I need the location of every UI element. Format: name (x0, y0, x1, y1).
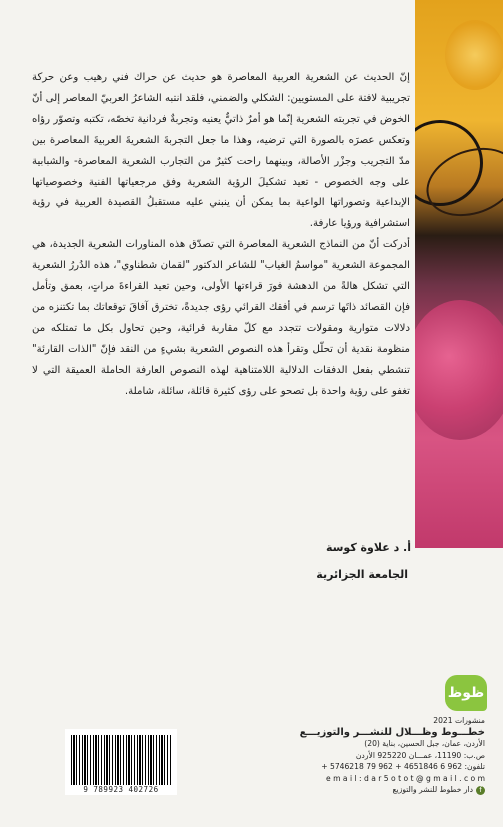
publisher-facebook (185, 784, 485, 796)
back-cover-text (32, 68, 410, 403)
barcode (65, 729, 177, 795)
facebook-icon: f (476, 786, 485, 795)
publisher-info (185, 715, 485, 796)
publisher-name: خطـــوط وظـــلال للنشـــر والتوزيـــع (299, 726, 485, 738)
paragraph: إنّ الحديث عن الشعرية العربية المعاصرة هو حديث عن حراك فني رهيب وعن حركة تجريبية لافتة على المستويين: الشكلي والضمني، فلقد انتبه الشاعرُ العربيّ المعاصر إلى أنّ الخوض في تجربته الشعرية إنّما هو أمرٌ ذاتيٌّ يعنيه وتجربةٌ فردانية تخصّه، تكتبه وتصوّر رؤاه وتعكس عصرَه بالصورة التي ترضيه، وهذا ما جعل التجربةَ الشعريةَ العربيةَ المعاصرة بين مدّ التجريب وجزْر الأصالة، وبينهما راحت كثيرٌ من التجارب الشعرية المعاصرة- والشبابية على وجه الخصوص - تعيد تشكيلَ الرؤية الشعرية وفق مرجعياتها الفنية وخصوصياتها الإبداعية وتصوراتها الواعية بما يمكن أن ينبني عليه مستقبلُ القصيدة العربية في رؤية استشرافية ورؤيا عارفة. (32, 72, 410, 230)
publisher-address: الأردن، عمان، جبل الحسين، بناية (20) (364, 739, 485, 748)
publisher-po-box: ص.ب: 11190، عمـــان 925220 الأردن (355, 750, 485, 760)
publisher-phone: تلفون: 962 6 4651846 + 962 79 5746218 + (321, 762, 485, 771)
publisher-email: e m a i l : d a r 5 o t o t @ g m a i l . c o m (325, 773, 485, 783)
artwork-shape (415, 300, 503, 440)
isbn-number: 9 789923 402726 (83, 785, 159, 794)
artwork-shape (445, 20, 503, 90)
publication-year: منشورات 2021 (433, 716, 485, 725)
publisher-logo: ظوظ (445, 675, 487, 711)
author-affiliation: الجامعة الجزائرية (316, 568, 408, 581)
barcode-bars (71, 735, 171, 785)
author-name: أ. د علاوة كوسة (325, 541, 411, 554)
paragraph: أدركت أنّ من النماذج الشعرية المعاصرة التي تصدّق هذه المناورات الشعرية الجديدة، هي المجموعة الشعرية "مواسمُ الغياب" للشاعر الدكتور "لقمان شطناوي"، هذه الدُررُ الشعرية التي تشكل هالةً من الدهشة فورَ قراءتها الأولى، وحين تعيد القراءةَ مراتٍ، بعمق وتأمل فإن القصائد ذاتَها ترسم في أفقك القرائي رؤى جديدةً، تخترق آفاقَ توقعاتك بما تكتنزه من دلالات متوارية ومقولات تتجدد مع كلّ مقاربة قرائية، وحين تحاول بكل ما تمتلكه من منظومة نقدية أن تحلّل وتقرأ هذه النصوص الشعرية بشيءٍ من النقد فإنّ "الذات القارئة" تنشطي بفعل الدفقات الدلالية اللامتناهية لهذه النصوص العارفة الحاملة العميقة التي لا تغفو على رؤية واحدة بل تصحو على رؤى كثيرة قائلة، سائلة، شاملة. (32, 239, 410, 397)
cover-artwork (415, 0, 503, 548)
facebook-label: دار خطوط للنشر والتوزيع (392, 785, 473, 794)
